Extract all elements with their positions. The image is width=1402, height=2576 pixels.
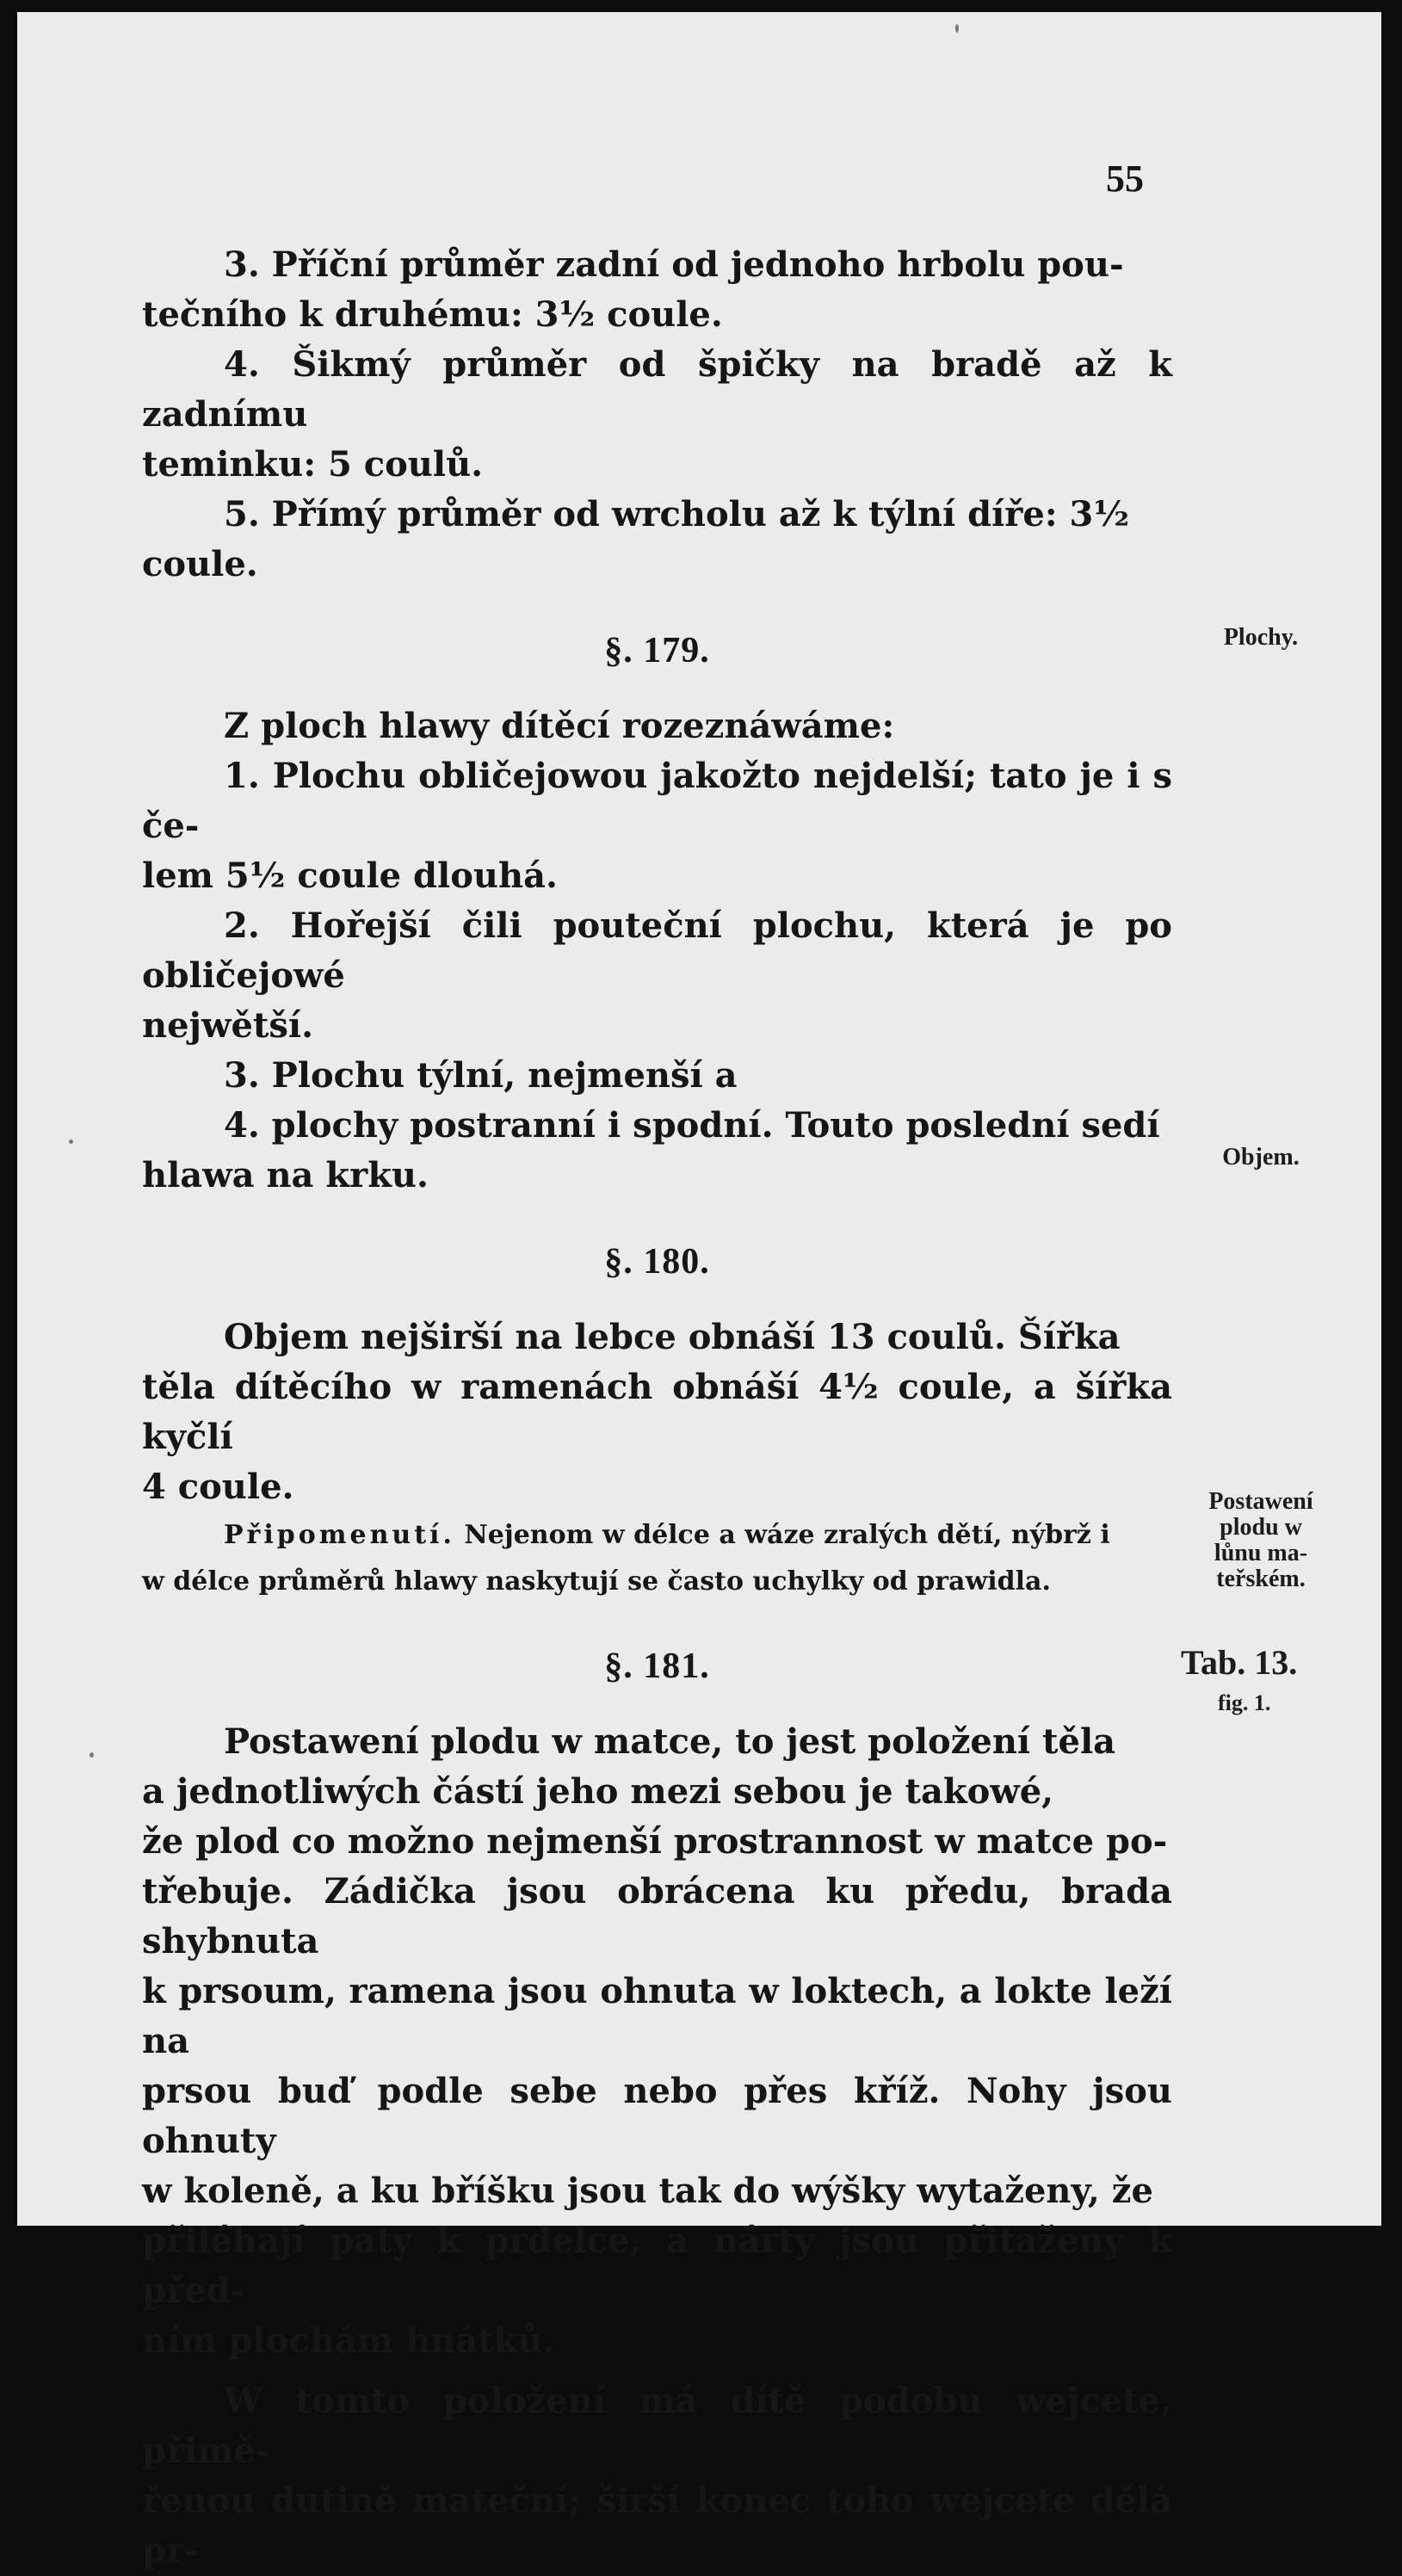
list-item: 4. plochy postranní i spodní. Touto poslední sedí: [224, 1105, 1160, 1146]
book-page: [17, 12, 1381, 2571]
paper-speck: [69, 1140, 73, 1144]
margin-note-postaveni: [1175, 1489, 1347, 1592]
margin-note-line: Postawení: [1208, 1488, 1313, 1515]
text-line: coule.: [142, 544, 258, 584]
note-paragraph: [142, 1512, 1172, 1559]
text-line: řenou dutině mateční; širší konec toho wejcete dělá pr-: [142, 2480, 1172, 2571]
text-line: 5. Přímý průměr od wrcholu až k týlní díře: 3½: [224, 494, 1130, 534]
margin-note-line: lůnu ma-: [1214, 1540, 1308, 1566]
text-line: 3. Příční průměr zadní od jednoho hrbolu pou-: [224, 244, 1124, 285]
note-line: w délce průměrů hlawy naskytují se často uchylky od prawidla.: [142, 1566, 1051, 1597]
section-179-intro: Z ploch hlawy dítěcí rozeznáwáme:: [224, 706, 895, 746]
section-heading-179: §. 179.: [604, 631, 710, 670]
text-line: ním plochám hnátků.: [142, 2320, 555, 2361]
note-label: Připomenutí.: [224, 1520, 455, 1550]
list-item-continuation: nejwětší.: [142, 1005, 314, 1046]
text-line: třebuje. Zádička jsou obrácena ku předu, brada shybnuta: [142, 1871, 1172, 1961]
margin-note-line: plodu w: [1220, 1514, 1302, 1541]
text-line: Objem nejširší na lebce obnáší 13 coulů. Šířka: [224, 1317, 1121, 1357]
text-column: [142, 240, 1172, 2576]
list-item-continuation: lem 5½ coule dlouhá.: [142, 856, 558, 896]
text-line: přiléhají paty k prdelce, a nárty jsou přitaženy k před-: [142, 2221, 1172, 2311]
text-line: těla dítěcího w ramenách obnáší 4½ coule, a šířka kyčlí: [142, 1367, 1172, 1457]
margin-fig-reference: fig. 1.: [1218, 1690, 1271, 1715]
text-line: teminku: 5 coulů.: [142, 444, 484, 485]
margin-note-plochy: Plochy.: [1223, 624, 1299, 651]
page-number: 55: [1106, 158, 1144, 200]
list-item: 2. Hořejší čili pouteční plochu, která je po obličejowé: [142, 905, 1172, 996]
text-line: w koleně, a ku bříšku jsou tak do wýšky wytaženy, že: [142, 2171, 1153, 2211]
paper-speck: [955, 24, 959, 33]
list-item: 1. Plochu obličejowou jakožto nejdelší; tato je i s če-: [142, 756, 1172, 846]
text-line: 4. Šikmý průměr od špičky na bradě až k zadnímu: [142, 344, 1172, 435]
section-heading-181: §. 181.: [604, 1646, 710, 1686]
text-line: 4 coule.: [142, 1467, 294, 1507]
text-line: W tomto položení má dítě podobu wejcete, přimě-: [142, 2381, 1172, 2471]
text-line: že plod co možno nejmenší prostrannost w matce po-: [142, 1821, 1168, 1862]
margin-note-line: teřském.: [1216, 1566, 1306, 1592]
section-heading-180: §. 180.: [604, 1242, 710, 1282]
paper-speck: [90, 1752, 94, 1757]
text-line: tečního k druhému: 3½ coule.: [142, 294, 723, 335]
text-line: a jednotliwých částí jeho mezi sebou je takowé,: [142, 1771, 1054, 1812]
list-item-continuation: hlawa na krku.: [142, 1155, 429, 1195]
note-line: Nejenom w délce a wáze zralých dětí, nýbrž i: [464, 1520, 1110, 1550]
text-line: prsou buď podle sebe nebo přes kříž. Nohy jsou ohnuty: [142, 2071, 1172, 2161]
text-line: Postawení plodu w matce, to jest položení těla: [224, 1721, 1116, 1762]
list-item: 3. Plochu týlní, nejmenší a: [224, 1055, 738, 1096]
text-line: k prsoum, ramena jsou ohnuta w loktech, a lokte leží na: [142, 1971, 1172, 2061]
margin-tab-reference: Tab. 13.: [1181, 1643, 1298, 1682]
margin-note-objem: Objem.: [1222, 1144, 1300, 1171]
